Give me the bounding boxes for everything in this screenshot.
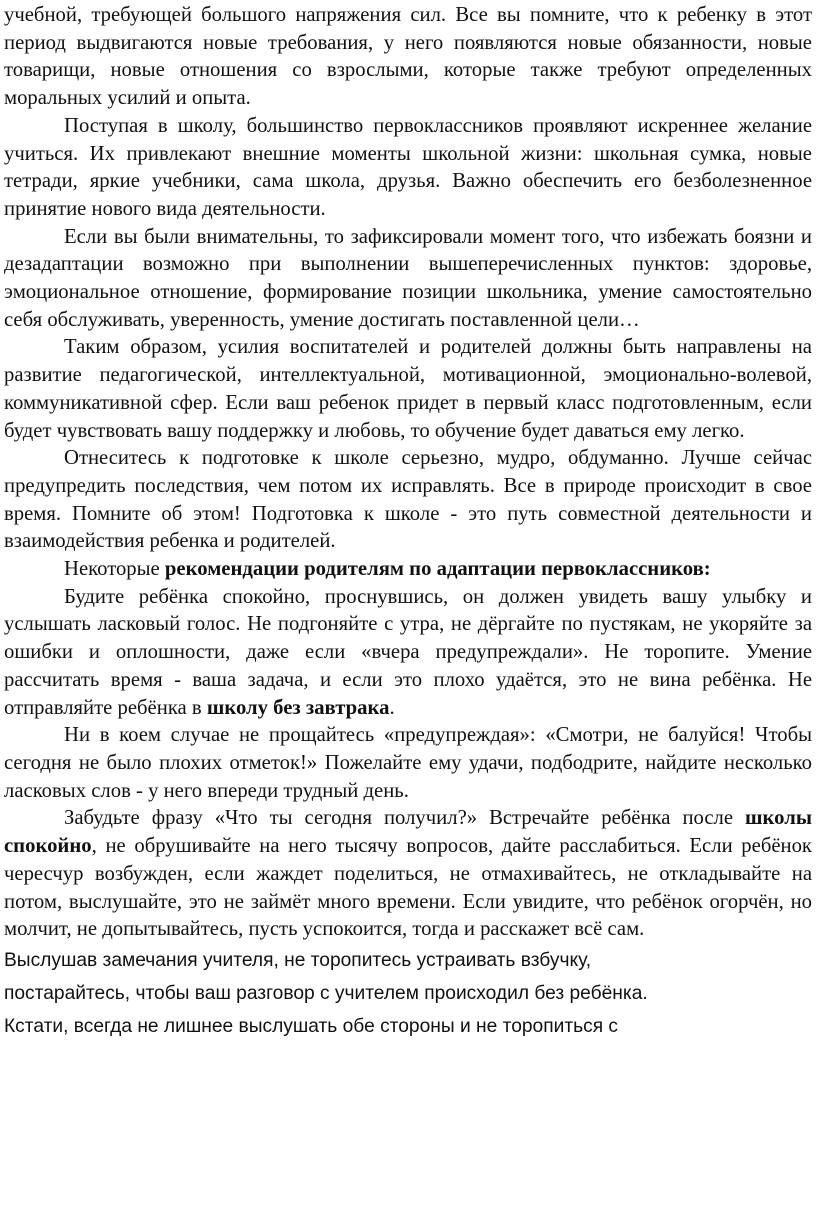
paragraph-text: Ни в коем случае не прощайтесь «предупреждая»: «Смотри, не балуйся! Чтобы сегодня не было плохих отметок!» Пожелайте ему удачи, подбодрите, найдите несколько ласковых слов - у него впереди трудный день. [4, 724, 812, 802]
paragraph [4, 2, 812, 113]
paragraph [4, 445, 812, 556]
paragraph-text: Если вы были внимательны, то зафиксировали момент того, что избежать боязни и дезадаптации возможно при выполнении вышеперечисленных пунктов: здоровье, эмоциональное отношение, формирование позиции школьника, умение самостоятельно себя обслуживать, уверенность, умение достигать поставленной цели… [4, 225, 812, 331]
text-line: постарайтесь, чтобы ваш разговор с учителем происходил без ребёнка. [4, 982, 648, 1004]
bold-text: рекомендации родителям по адаптации первоклассников: [164, 558, 711, 581]
document-body [4, 2, 812, 944]
bold-text: школу без завтрака [206, 696, 390, 719]
paragraph-text: . [389, 696, 395, 719]
paragraph [4, 556, 812, 584]
paragraph [4, 113, 812, 224]
paragraph [4, 722, 812, 805]
paragraph-text: Некоторые [64, 558, 165, 581]
paragraph-text: Таким образом, усилия воспитателей и родителей должны быть направлены на развитие педагогической, интеллектуальной, мотивационной, эмоционально-волевой, коммуникативной сфер. Если ваш ребенок придет в первый класс подготовленным, если будет чувствовать вашу поддержку и любовь, то обучение будет даваться ему легко. [4, 336, 812, 442]
paragraph-text: , не обрушивайте на него тысячу вопросов, дайте расслабиться. Если ребёнок чересчур возбужден, если жаждет поделиться, не отмахивайтесь, не откладывайте на потом, выслушайте, это не займёт много времени. Если увидите, что ребёнок огорчён, но молчит, не допытывайтесь, пусть успокоится, тогда и расскажет всё сам. [4, 835, 812, 941]
paragraph-text: учебной, требующей большого напряжения сил. Все вы помните, что к ребенку в этот период выдвигаются новые требования, у него появляются новые обязанности, новые товарищи, новые отношения со взрослыми, которые также требуют определенных моральных усилий и опыта. [4, 4, 812, 110]
paragraph-text: Забудьте фразу «Что ты сегодня получил?» Встречайте ребёнка после [64, 807, 746, 830]
bold-text: школы спокойно [4, 807, 812, 858]
paragraph-text: Будите ребёнка спокойно, проснувшись, он должен увидеть вашу улыбку и услышать ласковый голос. Не подгоняйте с утра, не дёргайте по пустякам, не укоряйте за ошибки и оплошности, даже если «вчера предупреждали». Не торопите. Умение рассчитать время - ваша задача, и если это плохо удаётся, это не вина ребёнка. Не отправляйте ребёнка в [4, 585, 812, 719]
text-line: Выслушав замечания учителя, не торопитесь устраивать взбучку, [4, 949, 592, 971]
paragraph-text: Поступая в школу, большинство первоклассников проявляют искреннее желание учиться. Их привлекают внешние моменты школьной жизни: школьная сумка, новые тетради, яркие учебники, сама школа, друзья. Важно обеспечить его безболезненное принятие нового вида деятельности. [4, 114, 812, 220]
paragraph [4, 224, 812, 335]
text-line: Кстати, всегда не лишнее выслушать обе стороны и не торопиться с [4, 1015, 619, 1037]
paragraph-text: Отнеситесь к подготовке к школе серьезно, мудро, обдуманно. Лучше сейчас предупредить последствия, чем потом их исправлять. Все в природе происходит в свое время. Помните об этом! Подготовка к школе - это путь совместной деятельности и взаимодействия ребенка и родителей. [4, 447, 812, 553]
paragraph [4, 805, 812, 944]
paragraph [4, 584, 812, 723]
paragraph [4, 334, 812, 445]
document-tail [4, 944, 812, 1043]
